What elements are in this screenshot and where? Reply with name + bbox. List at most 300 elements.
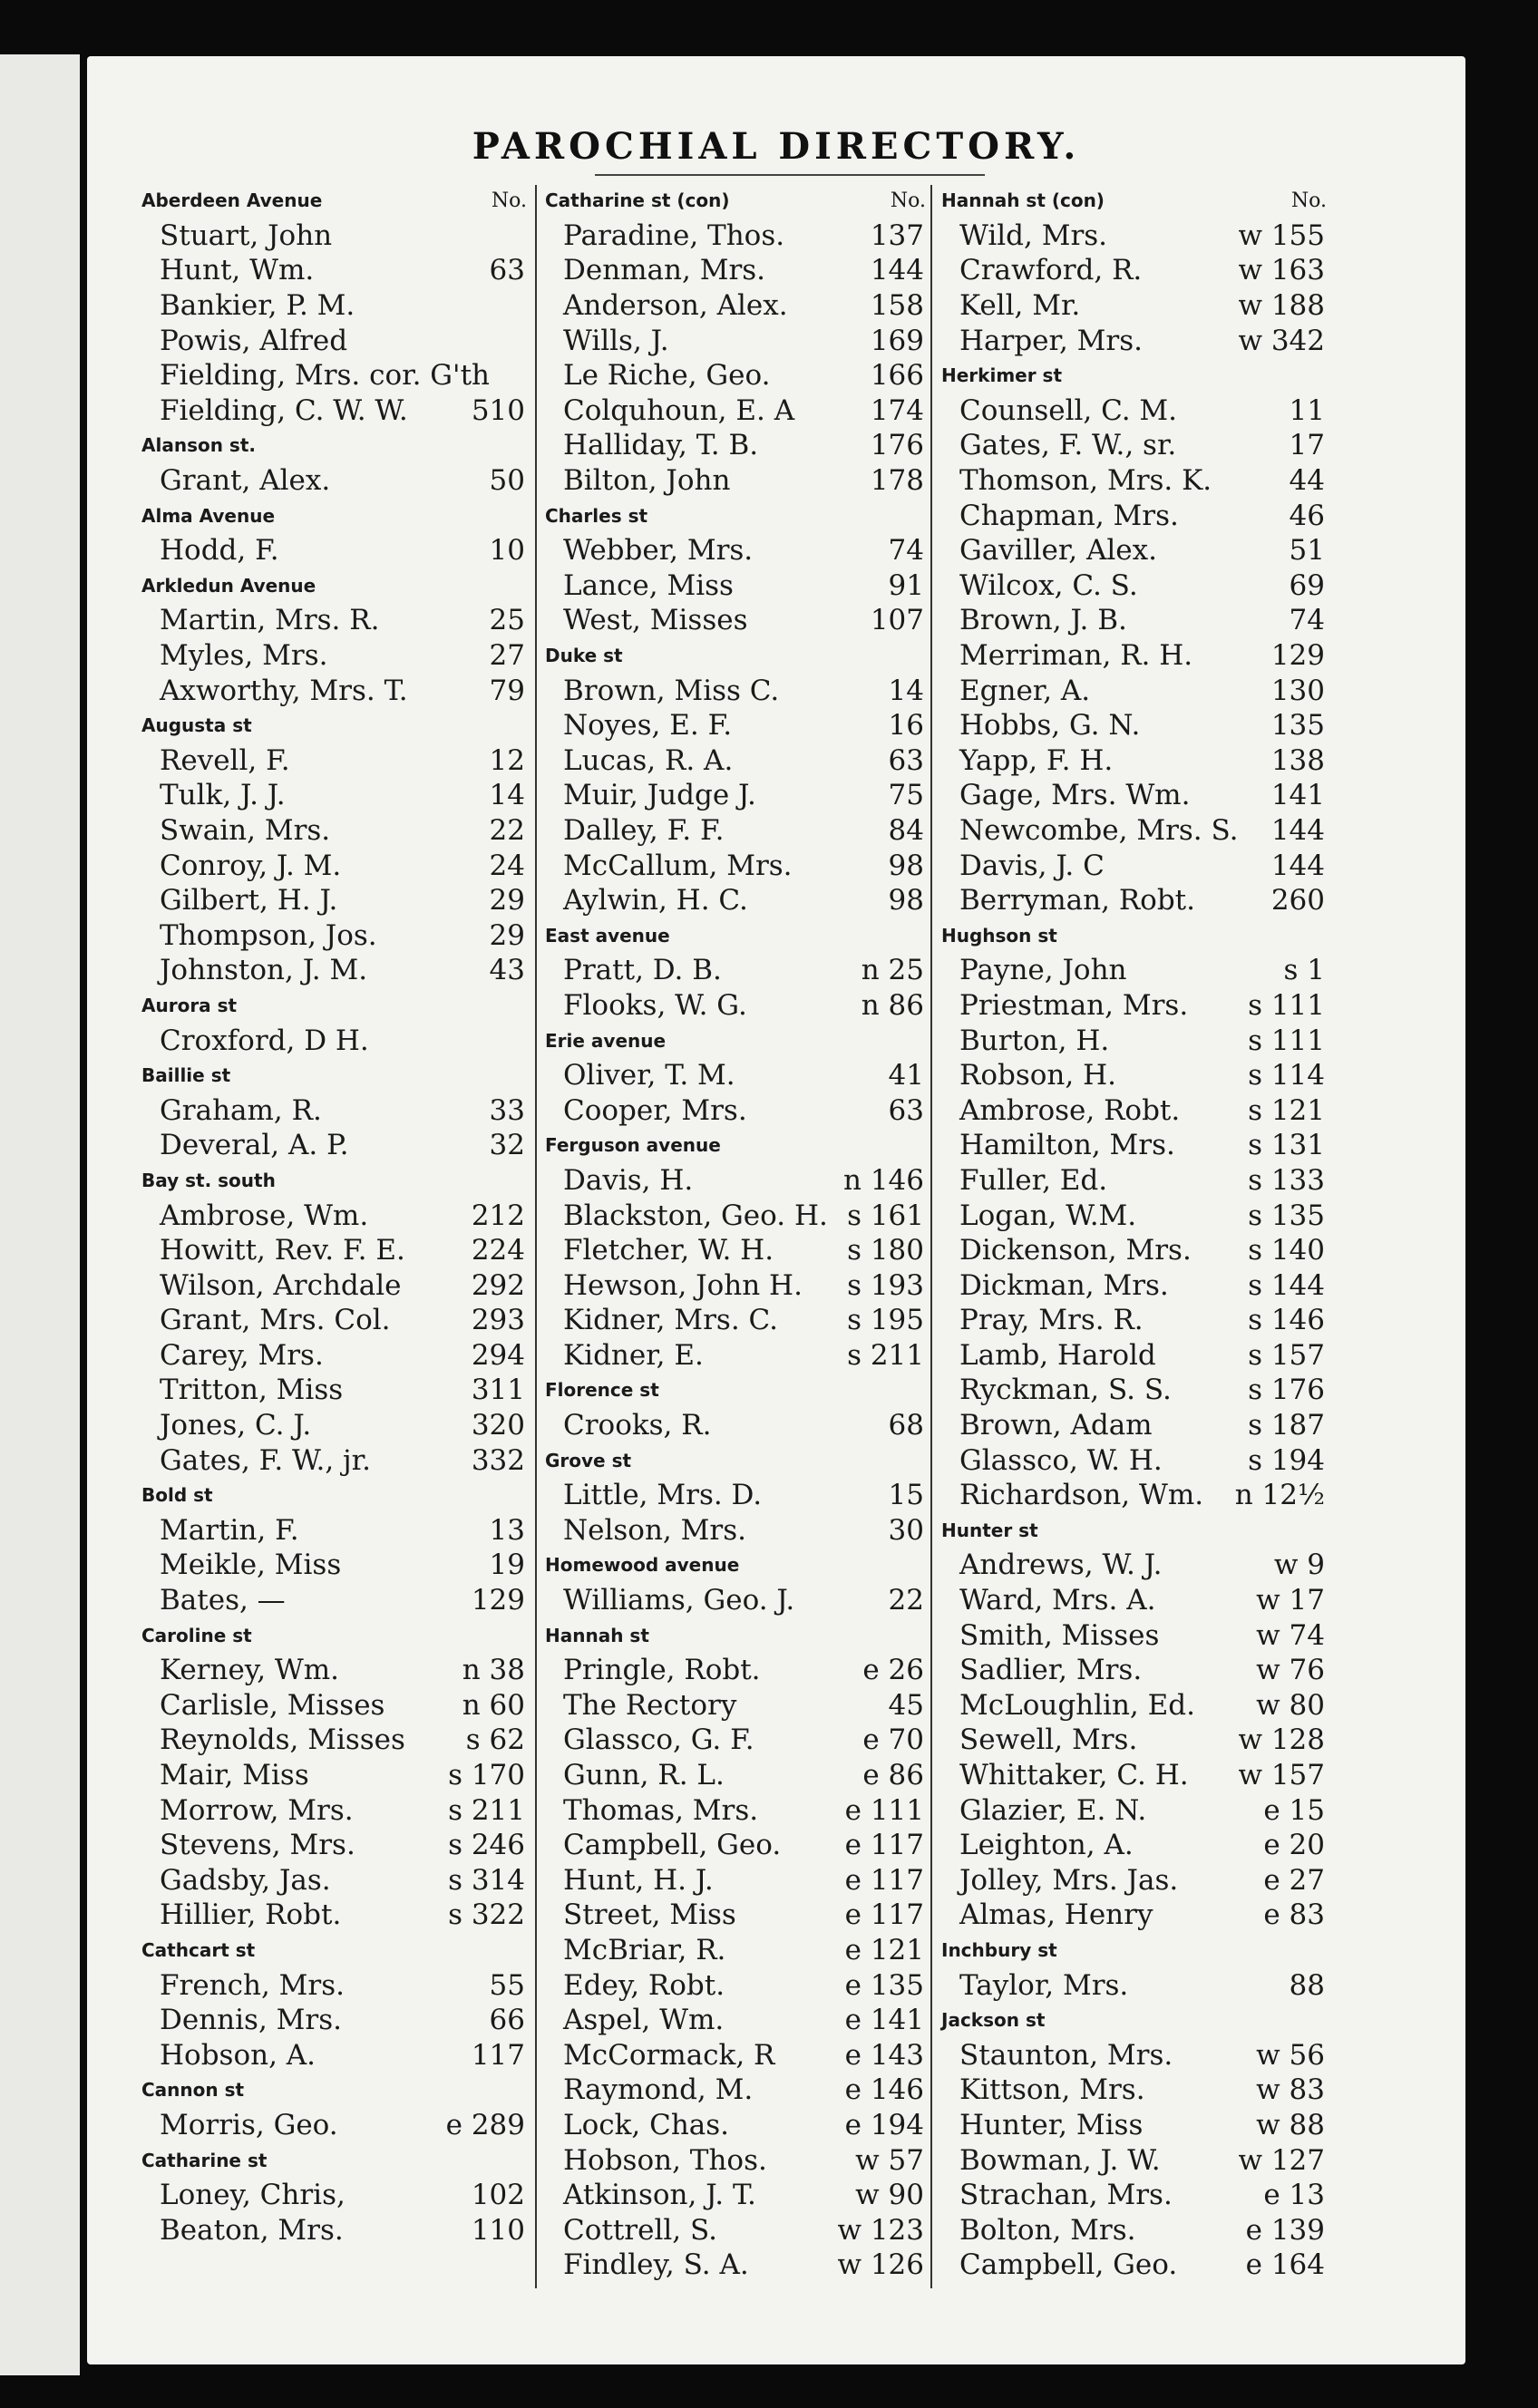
house-number: 11 — [1289, 393, 1325, 427]
resident-name: Muir, Judge J. — [563, 779, 756, 812]
resident-name: Yapp, F. H. — [959, 743, 1114, 777]
house-number: 79 — [489, 674, 525, 707]
directory-entry — [941, 393, 1327, 429]
house-number: s 170 — [448, 1759, 525, 1792]
directory-entry — [941, 1163, 1327, 1199]
directory-entry — [141, 323, 527, 358]
resident-name: Hamilton, Mrs. — [959, 1129, 1175, 1162]
directory-entry — [141, 1267, 527, 1303]
resident-name: Paradine, Thos. — [563, 218, 785, 252]
directory-entry — [545, 1792, 926, 1828]
directory-entry — [941, 883, 1327, 918]
resident-name: Revell, F. — [160, 743, 290, 777]
directory-entry — [141, 1653, 527, 1688]
house-number: w 74 — [1256, 1618, 1325, 1652]
directory-entry — [545, 288, 926, 324]
directory-entry — [141, 253, 527, 288]
house-number: 293 — [471, 1304, 525, 1337]
directory-entry — [141, 918, 527, 953]
street-name: Aberdeen Avenue — [141, 189, 323, 212]
directory-entry — [545, 1092, 926, 1128]
directory-entry — [941, 1898, 1327, 1933]
directory-entry — [941, 1128, 1327, 1163]
street-heading — [941, 1933, 1327, 1968]
resident-name: Kell, Mr. — [959, 289, 1081, 323]
previous-page-edge — [0, 54, 80, 2375]
directory-entry — [941, 1723, 1327, 1758]
house-number: 41 — [888, 1059, 924, 1092]
street-heading — [141, 428, 527, 463]
resident-name: Street, Miss — [563, 1898, 736, 1932]
house-number: e 139 — [1245, 2213, 1325, 2247]
street-heading — [545, 1023, 926, 1058]
resident-name: McCallum, Mrs. — [563, 849, 793, 882]
resident-name: Colquhoun, E. A — [563, 393, 795, 427]
resident-name: Little, Mrs. D. — [563, 1479, 763, 1512]
resident-name: Meikle, Miss — [160, 1549, 342, 1582]
resident-name: Gates, F. W., jr. — [160, 1443, 371, 1477]
resident-name: Davis, J. C — [959, 849, 1105, 882]
directory-entry — [141, 1128, 527, 1163]
resident-name: Johnston, J. M. — [160, 954, 368, 987]
house-number: w 123 — [837, 2213, 924, 2247]
resident-name: Hunt, Wm. — [160, 254, 315, 287]
resident-name: Howitt, Rev. F. E. — [160, 1234, 405, 1267]
directory-entry — [545, 778, 926, 813]
street-name: Charles st — [545, 504, 648, 527]
house-number: 17 — [1289, 429, 1325, 462]
house-number: s 180 — [847, 1234, 924, 1267]
directory-entry — [941, 2073, 1327, 2108]
resident-name: Martin, F. — [160, 1513, 299, 1547]
directory-entry — [941, 603, 1327, 638]
directory-entry — [941, 2037, 1327, 2073]
street-name: Hunter st — [941, 1519, 1038, 1541]
house-number: w 127 — [1238, 2143, 1325, 2177]
house-number: e 164 — [1245, 2248, 1325, 2282]
house-number: w 80 — [1256, 1688, 1325, 1722]
directory-entry — [941, 1092, 1327, 1128]
street-name: Hannah st — [545, 1624, 649, 1646]
house-number: w 57 — [855, 2143, 924, 2177]
house-number: 24 — [489, 849, 525, 882]
resident-name: Taylor, Mrs. — [959, 1968, 1129, 2002]
directory-column-3 — [941, 183, 1327, 2283]
house-number: s 135 — [1248, 1199, 1325, 1232]
directory-entry — [545, 1967, 926, 2003]
street-name: Bold st — [141, 1484, 213, 1507]
resident-name: Wilcox, C. S. — [959, 568, 1138, 602]
resident-name: Aylwin, H. C. — [563, 884, 748, 918]
directory-entry — [941, 288, 1327, 324]
resident-name: Brown, J. B. — [959, 604, 1127, 637]
house-number: 102 — [471, 2179, 525, 2212]
directory-entry — [941, 428, 1327, 463]
house-number: 176 — [870, 429, 924, 462]
house-number: e 20 — [1263, 1829, 1325, 1862]
house-number: 138 — [1270, 743, 1325, 777]
directory-column-2 — [545, 183, 926, 2283]
street-name: Cathcart st — [141, 1938, 256, 1961]
directory-entry — [941, 1233, 1327, 1268]
directory-entry — [941, 1688, 1327, 1723]
house-number: s 194 — [1248, 1443, 1325, 1477]
resident-name: Logan, W.M. — [959, 1199, 1137, 1232]
house-number: 169 — [870, 324, 924, 357]
resident-name: Robson, H. — [959, 1059, 1116, 1092]
directory-entry — [141, 1442, 527, 1478]
street-name: Catharine st (con) — [545, 189, 730, 212]
house-number: e 121 — [844, 1933, 924, 1966]
directory-entry — [545, 673, 926, 708]
house-number: s 314 — [448, 1863, 525, 1897]
resident-name: Kidner, E. — [563, 1338, 704, 1372]
resident-name: Wills, J. — [563, 324, 669, 357]
directory-entry — [141, 1338, 527, 1374]
street-heading — [141, 2073, 527, 2108]
resident-name: McLoughlin, Ed. — [959, 1688, 1195, 1722]
house-number: 137 — [870, 218, 924, 252]
street-heading — [141, 1933, 527, 1968]
directory-entry — [141, 463, 527, 499]
directory-entry — [545, 848, 926, 883]
house-number: w 128 — [1238, 1723, 1325, 1757]
house-number: w 188 — [1238, 289, 1325, 323]
house-number: s 144 — [1248, 1268, 1325, 1302]
house-number: s 62 — [465, 1723, 525, 1757]
street-heading — [141, 2142, 527, 2178]
resident-name: Grant, Mrs. Col. — [160, 1304, 391, 1337]
resident-name: Ryckman, S. S. — [959, 1374, 1172, 1407]
house-number: n 12½ — [1234, 1479, 1325, 1512]
house-number: 15 — [888, 1479, 924, 1512]
resident-name: Hobbs, G. N. — [959, 709, 1141, 743]
directory-entry — [141, 1758, 527, 1793]
house-number: 332 — [471, 1443, 525, 1477]
directory-entry — [941, 1198, 1327, 1233]
house-number: w 56 — [1256, 2038, 1325, 2072]
directory-entry — [545, 358, 926, 393]
house-number: e 70 — [862, 1723, 924, 1757]
street-name: Arkledun Avenue — [141, 574, 316, 597]
resident-name: Morris, Geo. — [160, 2108, 338, 2141]
resident-name: Raymond, M. — [563, 2073, 754, 2107]
street-name: Caroline st — [141, 1624, 252, 1646]
house-number: 29 — [489, 918, 525, 952]
resident-name: Glassco, W. H. — [959, 1443, 1163, 1477]
house-number: 50 — [489, 464, 525, 498]
resident-name: Swain, Mrs. — [160, 813, 331, 847]
directory-entry — [941, 568, 1327, 604]
street-heading — [941, 918, 1327, 953]
street-heading — [941, 183, 1327, 218]
directory-entry — [545, 883, 926, 918]
house-number: n 146 — [843, 1163, 924, 1197]
house-number: w 155 — [1238, 218, 1325, 252]
house-number: 88 — [1289, 1968, 1325, 2002]
directory-entry — [141, 533, 527, 568]
resident-name: Hunt, H. J. — [563, 1863, 714, 1897]
house-number: 14 — [888, 674, 924, 707]
resident-name: Denman, Mrs. — [563, 254, 766, 287]
directory-entry — [941, 1373, 1327, 1408]
resident-name: Conroy, J. M. — [160, 849, 342, 882]
directory-entry — [941, 1617, 1327, 1653]
directory-entry — [141, 603, 527, 638]
directory-entry — [545, 2212, 926, 2248]
resident-name: Payne, John — [959, 954, 1127, 987]
house-number: e 15 — [1263, 1793, 1325, 1827]
directory-entry — [941, 813, 1327, 849]
street-heading — [141, 1163, 527, 1199]
directory-entry — [141, 1198, 527, 1233]
resident-name: Cooper, Mrs. — [563, 1093, 747, 1127]
directory-entry — [141, 1898, 527, 1933]
resident-name: Webber, Mrs. — [563, 534, 754, 568]
house-number: 224 — [471, 1234, 525, 1267]
resident-name: Lock, Chas. — [563, 2108, 730, 2141]
directory-entry — [941, 743, 1327, 779]
directory-entry — [141, 218, 527, 254]
house-number: e 27 — [1263, 1863, 1325, 1897]
directory-entry — [545, 2037, 926, 2073]
resident-name: Atkinson, J. T. — [563, 2179, 756, 2212]
resident-name: Gaviller, Alex. — [959, 534, 1157, 568]
house-number: 84 — [888, 813, 924, 847]
resident-name: Hunter, Miss — [959, 2108, 1144, 2141]
house-number: 14 — [489, 779, 525, 812]
directory-entry — [941, 1408, 1327, 1443]
street-name: Duke st — [545, 645, 623, 667]
house-number: w 76 — [1256, 1654, 1325, 1687]
directory-entry — [941, 778, 1327, 813]
resident-name: Lucas, R. A. — [563, 743, 734, 777]
house-number: 30 — [888, 1513, 924, 1547]
street-name: Cannon st — [141, 2079, 245, 2102]
street-name: Florence st — [545, 1379, 659, 1402]
house-number: 44 — [1289, 464, 1325, 498]
street-name: Hannah st (con) — [941, 189, 1105, 212]
directory-entry — [141, 1548, 527, 1583]
resident-name: Sadlier, Mrs. — [959, 1654, 1143, 1687]
house-number: s 161 — [847, 1199, 924, 1232]
street-name: Inchbury st — [941, 1938, 1057, 1961]
house-number: 141 — [1270, 779, 1325, 812]
house-number: 46 — [1289, 499, 1325, 532]
house-number: 68 — [888, 1409, 924, 1442]
directory-entry — [941, 2248, 1327, 2283]
directory-entry — [141, 2037, 527, 2073]
street-name: Ferguson avenue — [545, 1134, 721, 1157]
resident-name: Thomas, Mrs. — [563, 1793, 759, 1827]
resident-name: Ward, Mrs. A. — [959, 1584, 1156, 1617]
resident-name: French, Mrs. — [160, 1968, 345, 2002]
directory-entry — [545, 533, 926, 568]
house-number: 22 — [489, 813, 525, 847]
house-number: e 143 — [844, 2038, 924, 2072]
directory-entry — [941, 1548, 1327, 1583]
house-number: 292 — [471, 1268, 525, 1302]
house-number: e 117 — [844, 1863, 924, 1897]
resident-name: Croxford, D H. — [160, 1024, 369, 1057]
resident-name: Fletcher, W. H. — [563, 1234, 774, 1267]
resident-name: Gates, F. W., sr. — [959, 429, 1177, 462]
resident-name: Wild, Mrs. — [959, 218, 1108, 252]
resident-name: Hodd, F. — [160, 534, 279, 568]
house-number: s 157 — [1248, 1338, 1325, 1372]
house-number: 43 — [489, 954, 525, 987]
house-number: 51 — [1289, 534, 1325, 568]
resident-name: Dickman, Mrs. — [959, 1268, 1169, 1302]
house-number: e 194 — [844, 2108, 924, 2141]
house-number: 63 — [888, 743, 924, 777]
street-heading — [141, 1478, 527, 1513]
resident-name: Burton, H. — [959, 1024, 1110, 1057]
resident-name: Whittaker, C. H. — [959, 1759, 1189, 1792]
directory-entry — [545, 1688, 926, 1723]
house-number: 98 — [888, 884, 924, 918]
house-number: e 146 — [844, 2073, 924, 2107]
directory-entry — [545, 1163, 926, 1199]
directory-entry — [141, 1092, 527, 1128]
directory-entry — [545, 1758, 926, 1793]
directory-entry — [941, 1967, 1327, 2003]
house-number: 12 — [489, 743, 525, 777]
resident-name: Tulk, J. J. — [160, 779, 286, 812]
page-title: PAROCHIAL DIRECTORY. — [472, 125, 1081, 168]
house-number: e 13 — [1263, 2179, 1325, 2212]
resident-name: Kittson, Mrs. — [959, 2073, 1145, 2107]
house-number: 510 — [471, 393, 525, 427]
resident-name: Dennis, Mrs. — [160, 2004, 342, 2037]
resident-name: Thompson, Jos. — [160, 918, 377, 952]
house-number: e 289 — [445, 2108, 525, 2141]
house-number: 16 — [888, 709, 924, 743]
house-number: s 131 — [1248, 1129, 1325, 1162]
house-number: 66 — [489, 2004, 525, 2037]
house-number: s 146 — [1248, 1304, 1325, 1337]
column-divider — [535, 185, 537, 2288]
directory-entry — [941, 323, 1327, 358]
directory-entry — [141, 2003, 527, 2038]
directory-entry — [941, 253, 1327, 288]
directory-entry — [545, 323, 926, 358]
house-number: s 193 — [847, 1268, 924, 1302]
directory-entry — [545, 568, 926, 604]
house-number: 74 — [1289, 604, 1325, 637]
house-number: 311 — [471, 1374, 525, 1407]
resident-name: Mair, Miss — [160, 1759, 309, 1792]
resident-name: West, Misses — [563, 604, 748, 637]
directory-entry — [941, 673, 1327, 708]
resident-name: Carlisle, Misses — [160, 1688, 385, 1722]
resident-name: Axworthy, Mrs. T. — [160, 674, 408, 707]
directory-entry — [545, 1267, 926, 1303]
street-name: East avenue — [545, 924, 670, 947]
resident-name: Hewson, John H. — [563, 1268, 803, 1302]
resident-name: Berryman, Robt. — [959, 884, 1195, 918]
house-number: s 1 — [1283, 954, 1325, 987]
directory-entry — [941, 218, 1327, 254]
street-heading — [141, 183, 527, 218]
house-number: s 140 — [1248, 1234, 1325, 1267]
street-name: Herkimer st — [941, 364, 1063, 387]
house-number: e 111 — [844, 1793, 924, 1827]
directory-entry — [141, 1513, 527, 1549]
street-name: Augusta st — [141, 714, 252, 737]
street-heading — [545, 498, 926, 533]
directory-entry — [941, 1023, 1327, 1058]
house-number: 178 — [870, 464, 924, 498]
street-name: Aurora st — [141, 994, 238, 1016]
directory-entry — [141, 638, 527, 674]
house-number: n 86 — [861, 988, 924, 1022]
resident-name: Ambrose, Robt. — [959, 1093, 1181, 1127]
house-number: e 141 — [844, 2004, 924, 2037]
house-number: 29 — [489, 884, 525, 918]
resident-name: Edey, Robt. — [563, 1968, 725, 2002]
resident-name: Gadsby, Jas. — [160, 1863, 331, 1897]
directory-entry — [545, 743, 926, 779]
street-heading — [545, 1128, 926, 1163]
directory-entry — [545, 708, 926, 743]
resident-name: Noyes, E. F. — [563, 709, 733, 743]
resident-name: Le Riche, Geo. — [563, 359, 771, 393]
resident-name: Thomson, Mrs. K. — [959, 464, 1212, 498]
directory-entry — [545, 988, 926, 1024]
directory-entry — [941, 1583, 1327, 1618]
directory-entry — [141, 1408, 527, 1443]
house-number: e 83 — [1263, 1898, 1325, 1932]
directory-entry — [141, 1828, 527, 1863]
house-number: 260 — [1270, 884, 1325, 918]
directory-entry — [545, 1898, 926, 1933]
street-heading — [141, 708, 527, 743]
house-number: s 211 — [448, 1793, 525, 1827]
directory-entry — [545, 1863, 926, 1898]
resident-name: Bolton, Mrs. — [959, 2213, 1136, 2247]
resident-name: Oliver, T. M. — [563, 1059, 735, 1092]
street-heading — [141, 498, 527, 533]
resident-name: Kidner, Mrs. C. — [563, 1304, 778, 1337]
resident-name: Nelson, Mrs. — [563, 1513, 746, 1547]
house-number: 63 — [888, 1093, 924, 1127]
resident-name: Andrews, W. J. — [959, 1549, 1163, 1582]
resident-name: Findley, S. A. — [563, 2248, 749, 2282]
house-number: s 246 — [448, 1829, 525, 1862]
resident-name: Fielding, Mrs. cor. G'th — [160, 359, 490, 393]
resident-name: Aspel, Wm. — [563, 2004, 725, 2037]
directory-entry — [141, 883, 527, 918]
resident-name: Dalley, F. F. — [563, 813, 725, 847]
resident-name: Dickenson, Mrs. — [959, 1234, 1192, 1267]
directory-entry — [141, 743, 527, 779]
street-heading — [141, 988, 527, 1024]
directory-entry — [941, 848, 1327, 883]
house-number: s 114 — [1248, 1059, 1325, 1092]
directory-entry — [545, 1058, 926, 1093]
house-number: n 38 — [462, 1654, 525, 1687]
house-number: n 25 — [861, 954, 924, 987]
directory-entry — [141, 358, 527, 393]
house-number: e 117 — [844, 1829, 924, 1862]
house-number: 144 — [1270, 849, 1325, 882]
resident-name: Priestman, Mrs. — [959, 988, 1189, 1022]
number-column-label: No. — [890, 189, 926, 212]
title-underline — [595, 174, 985, 176]
resident-name: McCormack, R — [563, 2038, 775, 2072]
house-number: 13 — [489, 1513, 525, 1547]
